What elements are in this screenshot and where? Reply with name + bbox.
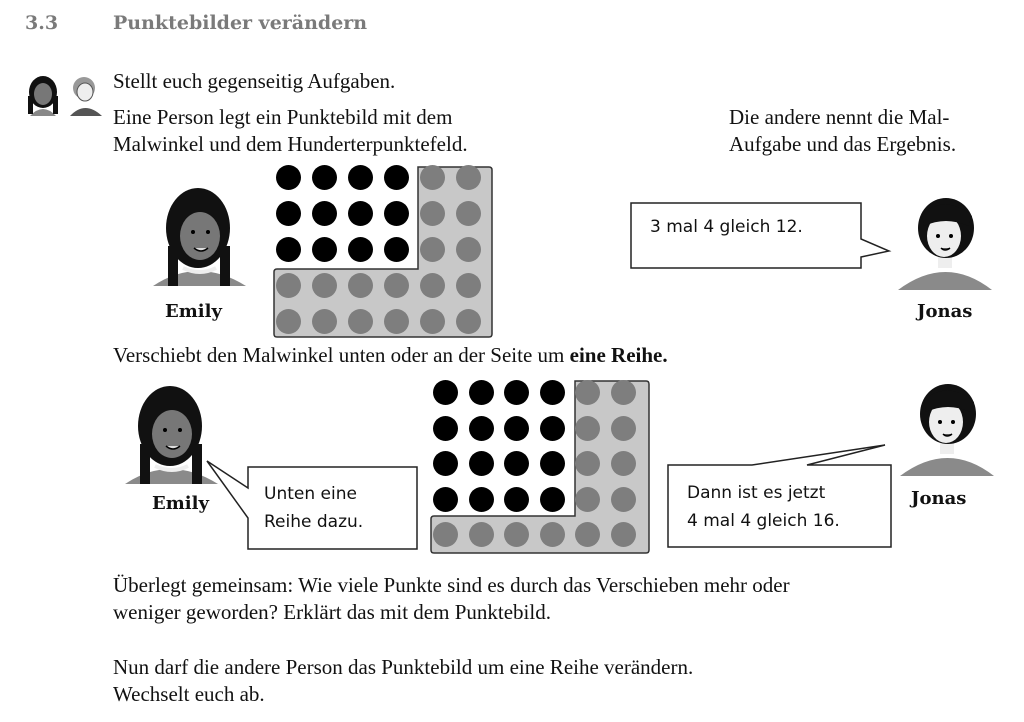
black-dot — [540, 380, 565, 405]
gray-dot — [575, 380, 600, 405]
gray-dot — [504, 522, 529, 547]
question-line1: Überlegt gemeinsam: Wie viele Punkte sind es durch das Verschieben mehr oder — [113, 573, 790, 597]
gray-dot — [611, 416, 636, 441]
black-dot — [433, 380, 458, 405]
black-dot — [348, 237, 373, 262]
black-dot — [384, 237, 409, 262]
closing-line2: Wechselt euch ab. — [113, 682, 265, 706]
dot-field-3x4 — [271, 160, 495, 340]
black-dot — [540, 451, 565, 476]
gray-dot — [420, 309, 445, 334]
question-line2: weniger geworden? Erklärt das mit dem Punktebild. — [113, 600, 551, 624]
bubble-line2: Reihe dazu. — [264, 512, 364, 532]
gray-dot — [348, 273, 373, 298]
black-dot — [504, 416, 529, 441]
black-dot — [276, 165, 301, 190]
intro-right-line2: Aufgabe und das Ergebnis. — [729, 132, 957, 156]
gray-dot — [384, 309, 409, 334]
emily-name-label-2: Emily — [152, 493, 209, 514]
bubble-line2: 4 mal 4 gleich 16. — [687, 511, 840, 531]
jonas-name-label-2: Jonas — [911, 488, 967, 509]
black-dot — [469, 380, 494, 405]
instruction-bold: eine Reihe. — [569, 343, 668, 367]
intro-left-line2: Malwinkel und dem Hunderterpunktefeld. — [113, 132, 468, 156]
black-dot — [540, 487, 565, 512]
gray-dot — [420, 165, 445, 190]
bubble-line1: Unten eine — [264, 484, 357, 504]
emily-speech-bubble-text — [264, 480, 363, 536]
gray-dot — [348, 309, 373, 334]
gray-dot — [575, 416, 600, 441]
gray-dot — [575, 451, 600, 476]
gray-dot — [420, 273, 445, 298]
partner-work-icon — [14, 72, 104, 120]
jonas-illustration — [898, 380, 998, 480]
jonas-name-label: Jonas — [917, 301, 973, 322]
black-dot — [312, 201, 337, 226]
black-dot — [504, 380, 529, 405]
gray-dot — [456, 273, 481, 298]
black-dot — [276, 201, 301, 226]
black-dot — [312, 165, 337, 190]
gray-dot — [276, 309, 301, 334]
black-dot — [384, 165, 409, 190]
black-dot — [504, 487, 529, 512]
intro-line: Stellt euch gegenseitig Aufgaben. — [113, 69, 396, 93]
black-dot — [469, 451, 494, 476]
gray-dot — [611, 451, 636, 476]
gray-dot — [384, 273, 409, 298]
gray-dot — [456, 201, 481, 226]
black-dot — [348, 201, 373, 226]
jonas-speech-bubble-text — [687, 479, 840, 535]
black-dot — [469, 487, 494, 512]
gray-dot — [575, 522, 600, 547]
gray-dot — [540, 522, 565, 547]
black-dot — [433, 451, 458, 476]
black-dot — [276, 237, 301, 262]
gray-dot — [611, 522, 636, 547]
intro-left-line1: Eine Person legt ein Punktebild mit dem — [113, 105, 453, 129]
gray-dot — [276, 273, 301, 298]
emily-name-label: Emily — [165, 301, 222, 322]
black-dot — [433, 416, 458, 441]
intro-right-line1: Die andere nennt die Mal- — [729, 105, 950, 129]
jonas-speech-bubble-text: 3 mal 4 gleich 12. — [650, 217, 803, 237]
emily-illustration — [148, 186, 248, 291]
section-title: Punktebilder verändern — [113, 12, 368, 34]
closing-line1: Nun darf die andere Person das Punktebild um eine Reihe verändern. — [113, 655, 694, 679]
section-number: 3.3 — [25, 12, 59, 34]
gray-dot — [575, 487, 600, 512]
gray-dot — [420, 201, 445, 226]
gray-dot — [312, 273, 337, 298]
gray-dot — [433, 522, 458, 547]
black-dot — [469, 416, 494, 441]
gray-dot — [420, 237, 445, 262]
dot-field-4x4 — [428, 378, 652, 558]
gray-dot — [456, 309, 481, 334]
gray-dot — [611, 487, 636, 512]
black-dot — [540, 416, 565, 441]
black-dot — [348, 165, 373, 190]
gray-dot — [469, 522, 494, 547]
instruction-plain: Verschiebt den Malwinkel unten oder an der Seite um — [113, 343, 570, 367]
gray-dot — [456, 237, 481, 262]
black-dot — [384, 201, 409, 226]
black-dot — [504, 451, 529, 476]
instruction-text — [113, 342, 668, 369]
gray-dot — [312, 309, 337, 334]
gray-dot — [611, 380, 636, 405]
jonas-illustration — [896, 194, 996, 294]
black-dot — [433, 487, 458, 512]
bubble-line1: Dann ist es jetzt — [687, 483, 826, 503]
black-dot — [312, 237, 337, 262]
gray-dot — [456, 165, 481, 190]
